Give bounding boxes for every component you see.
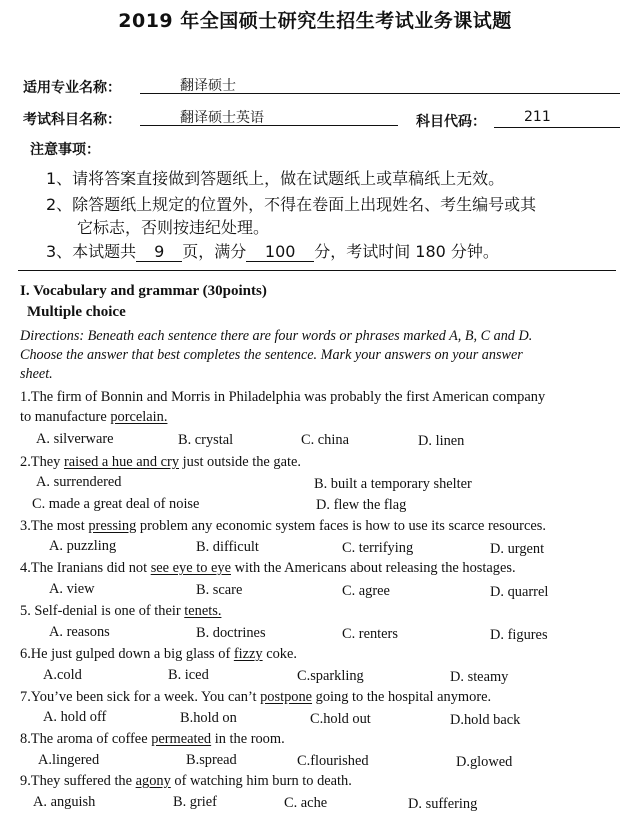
option-b: B. doctrines [196, 625, 266, 641]
option-d: D. figures [490, 627, 548, 643]
question-5: 5. Self-denial is one of their tenets. [20, 603, 222, 619]
note-3-post: 分，考试时间 180 分钟。 [314, 242, 499, 261]
note-1: 1、请将答案直接做到答题纸上，做在试题纸上或草稿纸上无效。 [46, 169, 505, 188]
option-a: A. silverware [36, 431, 114, 447]
question-6: 6.He just gulped down a big glass of fizzy coke. [20, 646, 297, 662]
question-2: 2.They raised a hue and cry just outside the gate. [20, 454, 301, 470]
page-count: 9 [136, 242, 182, 262]
option-a: A.lingered [38, 752, 100, 768]
option-d: D. linen [418, 433, 465, 449]
option-d: D. steamy [450, 669, 509, 685]
option-c: C. terrifying [342, 540, 414, 556]
subject-field [140, 105, 398, 126]
target-word: permeated [151, 731, 212, 747]
target-word: agony [135, 773, 171, 789]
note-3 [46, 239, 499, 262]
target-word: tenets. [184, 603, 222, 619]
option-b: B.spread [186, 752, 237, 768]
question-1: 1.The firm of Bonnin and Morris in Philadelphia was probably the first American company [20, 389, 546, 405]
question-9: 9.They suffered the agony of watching him burn to death. [20, 773, 352, 789]
major-value: 翻译硕士 [180, 78, 236, 94]
target-word: postpone [260, 689, 313, 705]
note-2-cont: 它标志，否则按违纪处理。 [77, 218, 270, 237]
option-c: C. made a great deal of noise [32, 496, 200, 512]
code-field [494, 107, 620, 128]
question-7: 7.You’ve been sick for a week. You can’t postpone going to the hospital anymore. [20, 689, 492, 705]
target-word: see eye to eye [150, 560, 231, 576]
option-b: B. grief [173, 794, 217, 810]
note-2: 2、除答题纸上规定的位置外，不得在卷面上出现姓名、考生编号或其 [46, 195, 537, 214]
option-d: D. urgent [490, 541, 545, 557]
option-a: A. anguish [33, 794, 96, 810]
option-a: A. reasons [49, 624, 110, 640]
target-word: pressing [88, 518, 137, 534]
option-a: A. hold off [43, 709, 107, 725]
target-word: fizzy [233, 646, 263, 662]
question-4: 4.The Iranians did not see eye to eye with the Americans about releasing the hostages. [20, 560, 516, 576]
option-d: D. suffering [408, 796, 478, 812]
option-c: C. china [301, 432, 349, 448]
option-c: C. renters [342, 626, 398, 642]
option-c: C.hold out [310, 711, 371, 727]
exam-title: 2019 年全国硕士研究生招生考试业务课试题 [118, 10, 512, 32]
section-heading: I. Vocabulary and grammar (30points) [20, 283, 267, 299]
option-d: D.glowed [456, 754, 513, 770]
code-label: 科目代码： [416, 114, 486, 130]
option-d: D. flew the flag [316, 497, 407, 513]
option-c: C. ache [284, 795, 328, 811]
option-b: B.hold on [180, 710, 237, 726]
directions-line-3: sheet. [20, 366, 53, 382]
option-d: D.hold back [450, 712, 521, 728]
option-b: B. difficult [196, 539, 259, 555]
subject-value: 翻译硕士英语 [180, 110, 264, 126]
option-a: A.cold [43, 667, 82, 683]
divider [18, 270, 616, 271]
code-value: 211 [524, 109, 551, 125]
note-3-pre: 3、本试题共 [46, 242, 137, 261]
major-label: 适用专业名称： [23, 80, 121, 96]
directions-line-1: Directions: Beneath each sentence there are four words or phrases marked A, B, C and D. [20, 328, 533, 344]
option-b: B. iced [168, 667, 209, 683]
option-b: B. built a temporary shelter [314, 476, 472, 492]
question-1-line-2: to manufacture porcelain. [20, 409, 168, 425]
option-b: B. crystal [178, 432, 234, 448]
option-c: C.flourished [297, 753, 369, 769]
directions-line-2: Choose the answer that best completes the sentence. Mark your answers on your answer [20, 347, 523, 363]
option-c: C. agree [342, 583, 390, 599]
option-d: D. quarrel [490, 584, 549, 600]
option-b: B. scare [196, 582, 243, 598]
notes-heading: 注意事项： [30, 142, 100, 158]
option-a: A. puzzling [49, 538, 117, 554]
section-subheading: Multiple choice [27, 304, 126, 320]
note-3-mid: 页，满分 [182, 242, 247, 261]
subject-label: 考试科目名称： [23, 112, 121, 128]
option-a: A. surrendered [36, 474, 122, 490]
target-word: porcelain. [110, 409, 168, 425]
target-word: raised a hue and cry [63, 454, 180, 470]
major-field [140, 73, 620, 94]
option-c: C.sparkling [297, 668, 364, 684]
question-3: 3.The most pressing problem any economic system faces is how to use its scarce resources. [20, 518, 546, 534]
question-8: 8.The aroma of coffee permeated in the room. [20, 731, 285, 747]
full-score: 100 [246, 242, 314, 262]
option-a: A. view [49, 581, 95, 597]
